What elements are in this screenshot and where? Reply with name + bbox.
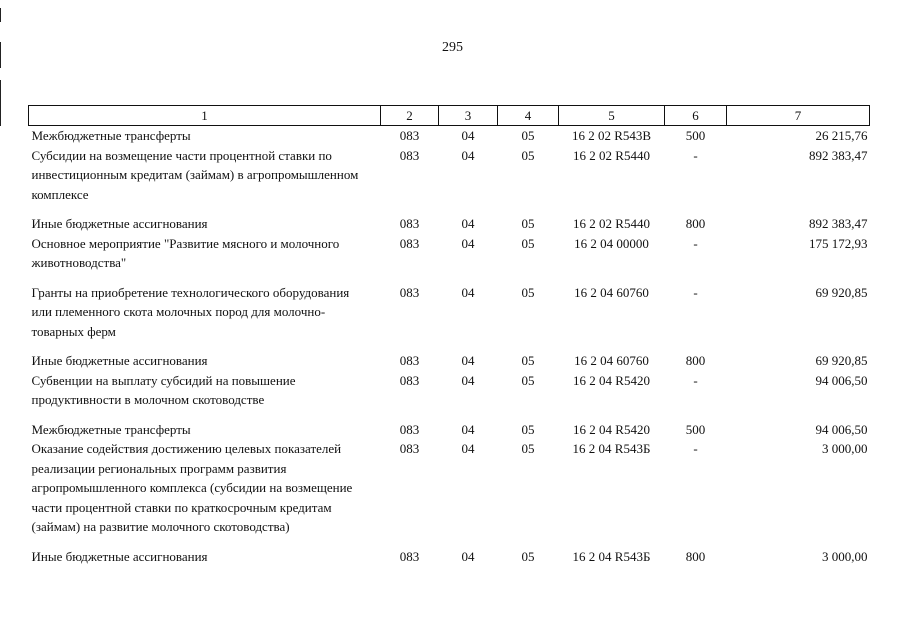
- table-row: [29, 341, 870, 371]
- row-amount: 26 215,76: [815, 128, 868, 143]
- row-code-3: 04: [461, 147, 475, 163]
- table-row: [29, 126, 870, 146]
- row-code-4: 05: [521, 128, 535, 143]
- table-row: [29, 234, 870, 273]
- table-header: [29, 106, 870, 126]
- table-body: [29, 126, 870, 567]
- table-row: [29, 439, 870, 537]
- column-header: 5: [559, 106, 665, 126]
- row-code-4: 05: [521, 548, 535, 564]
- row-code-3: 04: [461, 548, 475, 564]
- row-amount: 69 920,85: [815, 353, 868, 368]
- row-code-3: 04: [461, 372, 475, 388]
- row-code-5: 16 2 04 60760: [574, 284, 649, 300]
- column-header: 4: [498, 106, 559, 126]
- row-code-5: 16 2 04 R5420: [573, 421, 650, 437]
- row-code-5: 16 2 04 00000: [574, 235, 649, 251]
- row-code-4: 05: [521, 353, 535, 368]
- row-code-2: 083: [399, 147, 420, 163]
- row-code-2: 083: [399, 372, 420, 388]
- row-code-2: 083: [399, 235, 420, 251]
- row-name: Межбюджетные трансферты: [31, 128, 191, 143]
- column-header: 3: [439, 106, 498, 126]
- scan-edge-mark: [0, 8, 1, 22]
- row-name: Иные бюджетные ассигнования: [31, 548, 208, 564]
- page-number: 295: [442, 40, 463, 55]
- row-code-6: -: [693, 441, 698, 456]
- row-code-2: 083: [399, 128, 420, 143]
- row-code-5: 16 2 04 60760: [574, 353, 649, 368]
- row-code-5: 16 2 02 R543В: [571, 128, 652, 143]
- row-code-3: 04: [461, 441, 475, 456]
- table-row: [29, 371, 870, 410]
- row-code-5: 16 2 02 R5440: [573, 147, 650, 163]
- row-code-6: 800: [685, 216, 706, 231]
- header-row: [29, 106, 870, 126]
- row-code-5: 16 2 02 R5440: [573, 216, 650, 231]
- row-code-4: 05: [521, 235, 535, 251]
- column-header: 7: [727, 106, 870, 126]
- row-amount: 3 000,00: [822, 548, 868, 564]
- row-code-3: 04: [461, 235, 475, 251]
- row-amount: 892 383,47: [809, 147, 868, 163]
- row-code-6: -: [693, 235, 698, 251]
- row-code-6: 800: [685, 548, 706, 564]
- row-amount: 94 006,50: [815, 421, 868, 437]
- row-amount: 892 383,47: [809, 216, 868, 231]
- row-code-3: 04: [461, 284, 475, 300]
- row-code-4: 05: [521, 284, 535, 300]
- row-code-6: 500: [685, 421, 706, 437]
- table-row: [29, 410, 870, 440]
- row-code-3: 04: [461, 421, 475, 437]
- row-code-2: 083: [399, 353, 420, 368]
- table-row: [29, 146, 870, 205]
- row-code-5: 16 2 04 R5420: [573, 372, 650, 388]
- row-code-6: -: [693, 372, 698, 388]
- row-name: Гранты на приобретение технологического оборудования или племенного скота молочных пород для молочно-товарных ферм: [31, 284, 350, 339]
- scan-edge-mark: [0, 80, 1, 126]
- row-name: Оказание содействия достижению целевых показателей реализации региональных программ развития агропромышленного комплекса (субсидии на возмещение части процентной ставки по краткосрочным кредитам (займам) на развитие молочного скотоводства): [31, 441, 353, 534]
- column-header: 2: [381, 106, 439, 126]
- row-code-5: 16 2 04 R543Б: [572, 441, 651, 456]
- row-code-2: 083: [399, 284, 420, 300]
- row-code-6: -: [693, 284, 698, 300]
- row-code-3: 04: [461, 128, 475, 143]
- row-name: Субвенции на выплату субсидий на повышение продуктивности в молочном скотоводстве: [31, 372, 296, 407]
- row-code-2: 083: [399, 441, 420, 456]
- budget-table: [28, 105, 870, 566]
- row-code-6: -: [693, 147, 698, 163]
- table-row: [29, 204, 870, 234]
- row-code-4: 05: [521, 421, 535, 437]
- table-row: [29, 537, 870, 567]
- row-amount: 69 920,85: [815, 284, 868, 300]
- row-name: Основное мероприятие "Развитие мясного и молочного животноводства": [31, 235, 340, 270]
- row-name: Межбюджетные трансферты: [31, 421, 191, 437]
- table-row: [29, 273, 870, 342]
- row-code-6: 800: [685, 353, 706, 368]
- row-code-6: 500: [685, 128, 706, 143]
- row-code-4: 05: [521, 441, 535, 456]
- row-code-2: 083: [399, 216, 420, 231]
- row-amount: 94 006,50: [815, 372, 868, 388]
- row-amount: 3 000,00: [822, 441, 868, 456]
- row-code-2: 083: [399, 421, 420, 437]
- row-code-2: 083: [399, 548, 420, 564]
- row-code-4: 05: [521, 147, 535, 163]
- row-code-4: 05: [521, 216, 535, 231]
- row-name: Иные бюджетные ассигнования: [31, 353, 208, 368]
- row-code-3: 04: [461, 216, 475, 231]
- column-header: 6: [665, 106, 727, 126]
- row-name: Субсидии на возмещение части процентной ставки по инвестиционным кредитам (займам) в агропромышленном комплексе: [31, 147, 359, 202]
- column-header: 1: [29, 106, 381, 126]
- row-code-3: 04: [461, 353, 475, 368]
- row-code-5: 16 2 04 R543Б: [572, 548, 651, 564]
- row-code-4: 05: [521, 372, 535, 388]
- row-name: Иные бюджетные ассигнования: [31, 216, 208, 231]
- row-amount: 175 172,93: [809, 235, 868, 251]
